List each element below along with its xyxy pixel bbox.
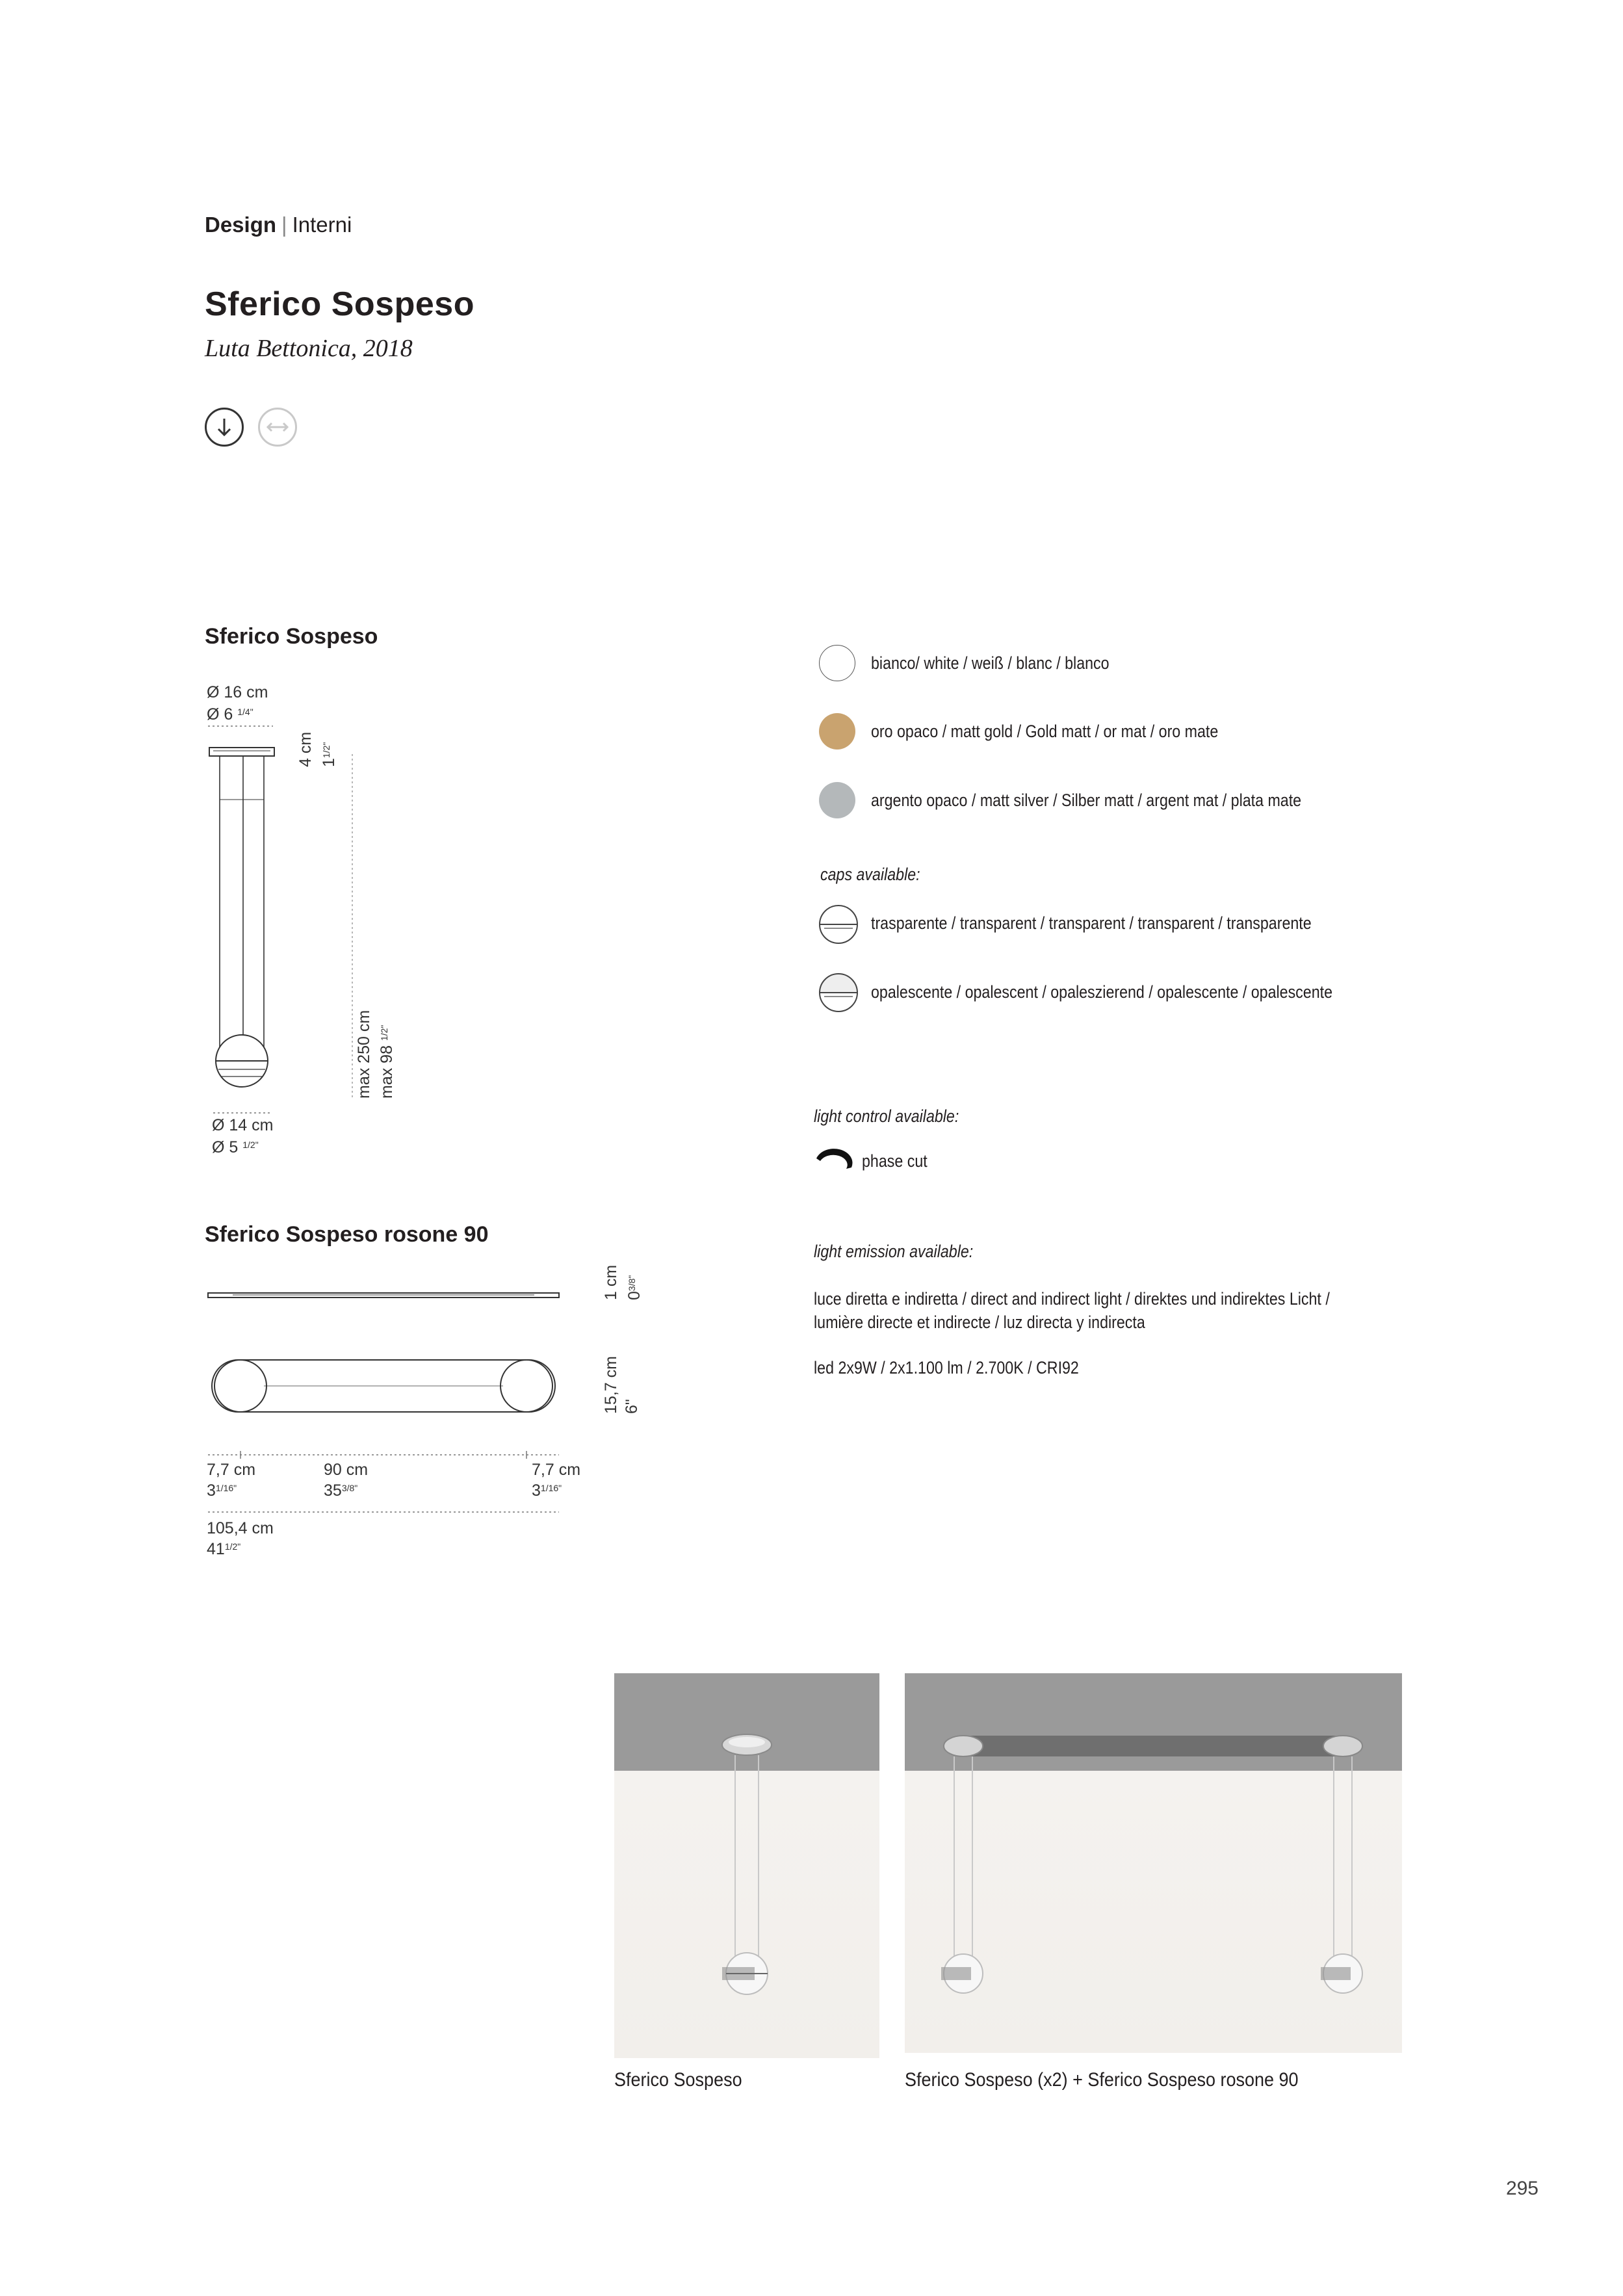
finish-gold-label: oro opaco / matt gold / Gold matt / or mat / oro mate	[871, 722, 1219, 741]
breadcrumb	[205, 213, 352, 237]
finish-silver-label: argento opaco / matt silver / Silber matt / argent mat / plata mate	[871, 790, 1302, 810]
total-length-cm: 105,4 cm	[207, 1519, 274, 1537]
light-control-heading: light control available:	[814, 1106, 959, 1126]
finish-white-label: bianco/ white / weiß / blanc / blanco	[871, 653, 1110, 673]
photo-sferico-sospeso-rosone	[905, 1673, 1402, 2053]
page-number: 295	[1505, 2178, 1539, 2199]
max-length-in: max 98 $^{1/2"}$	[378, 1024, 396, 1099]
photo1-caption: Sferico Sospeso	[614, 2069, 742, 2091]
thickness-in: $0^{3/8"}$	[625, 1275, 643, 1300]
bottom-diameter-in: Ø 5 $^{1/2"}$	[212, 1138, 259, 1156]
max-length-cm: max 250 cm	[355, 1010, 373, 1099]
depth-in: 6"	[623, 1399, 641, 1414]
brand-label: Design	[205, 213, 277, 237]
caps-heading: caps available:	[820, 865, 920, 884]
swatch-white	[819, 645, 855, 681]
right-seg-cm: 7,7 cm	[532, 1461, 581, 1479]
swatch-matt-silver	[819, 782, 855, 818]
depth-cm: 15,7 cm	[602, 1356, 620, 1414]
top-diameter-in: Ø 6 $^{1/4"}$	[207, 705, 253, 724]
total-length-in: $41^{1/2"}$	[207, 1540, 241, 1558]
cap-transparent-label: trasparente / transparent / transparent / transparent / transparente	[871, 913, 1312, 933]
mid-seg-in: $35^{3/8"}$	[324, 1481, 358, 1500]
designer-year: Luta Bettonica, 2018	[205, 335, 413, 362]
breadcrumb-separator: |	[281, 213, 287, 237]
swatch-matt-gold	[819, 713, 855, 750]
left-seg-in: $3^{1/16"}$	[207, 1481, 237, 1500]
phase-cut-icon	[814, 1145, 855, 1171]
light-emission-heading: light emission available:	[814, 1242, 974, 1261]
light-emission-line2: lumière directe et indirecte / luz directa y indirecta	[814, 1312, 1145, 1332]
bottom-diameter-cm: Ø 14 cm	[212, 1116, 274, 1134]
photo-sferico-sospeso	[614, 1673, 879, 2058]
pendant-dimension-drawing	[201, 715, 370, 1144]
light-specs: led 2x9W / 2x1.100 lm / 2.700K / CRI92	[814, 1358, 1079, 1377]
phase-cut-label: phase cut	[862, 1151, 928, 1171]
photo2-caption: Sferico Sospeso (x2) + Sferico Sospeso rosone 90	[905, 2069, 1299, 2091]
drawing1-title: Sferico Sospeso	[205, 624, 378, 649]
top-diameter-cm: Ø 16 cm	[207, 683, 268, 701]
category-label: Interni	[292, 213, 352, 237]
cap-opalescent-icon	[818, 972, 859, 1013]
right-seg-in: $3^{1/16"}$	[532, 1481, 562, 1500]
cap-opalescent-label: opalescente / opalescent / opaleszierend / opalescente / opalescente	[871, 982, 1332, 1002]
thickness-cm: 1 cm	[602, 1264, 620, 1300]
horizontal-arrow-icon	[258, 408, 297, 447]
light-emission-line1: luce diretta e indiretta / direct and indirect light / direktes und indirektes Licht /	[814, 1289, 1330, 1309]
cap-height-in: $1^{1/2"}$	[320, 742, 338, 767]
down-arrow-icon	[205, 408, 244, 447]
mid-seg-cm: 90 cm	[324, 1461, 369, 1479]
cap-height-cm: 4 cm	[296, 731, 315, 767]
cap-transparent-icon	[818, 904, 859, 945]
page-title: Sferico Sospeso	[205, 285, 474, 323]
rosone-dimension-drawing	[201, 1281, 565, 1528]
drawing2-title: Sferico Sospeso rosone 90	[205, 1222, 489, 1247]
left-seg-cm: 7,7 cm	[207, 1461, 256, 1479]
